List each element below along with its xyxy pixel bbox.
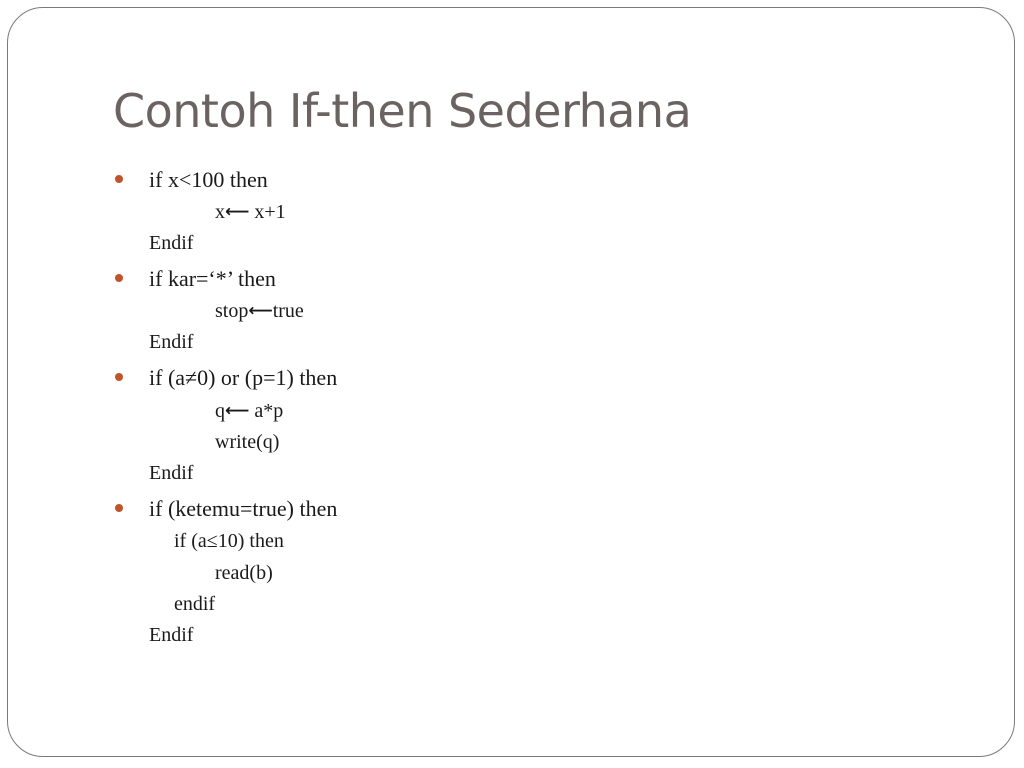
code-line: Endif — [149, 624, 194, 646]
code-line: endif — [174, 593, 216, 615]
code-line: write(q) — [215, 431, 280, 453]
bullet-icon — [115, 274, 123, 282]
code-text: true — [272, 300, 304, 322]
slide-title: Contoh If-then Sederhana — [113, 84, 692, 138]
code-line: Endif — [149, 232, 194, 254]
code-text: a*p — [249, 400, 284, 422]
code-line: if (ketemu=true) then — [149, 496, 338, 521]
code-line: if kar=‘*’ then — [149, 266, 276, 291]
code-line — [215, 202, 286, 222]
bullet-icon — [115, 175, 123, 183]
code-text: x+1 — [249, 201, 286, 223]
arrow-left-icon: ⟵ — [248, 301, 273, 321]
code-line: read(b) — [215, 562, 273, 584]
bullet-icon — [115, 373, 123, 381]
code-line — [215, 301, 304, 321]
code-line: Endif — [149, 331, 194, 353]
code-line — [215, 401, 283, 421]
code-line: if (a≤10) then — [174, 530, 284, 552]
arrow-left-icon: ⟵ — [225, 202, 250, 222]
arrow-left-icon: ⟵ — [225, 401, 250, 421]
code-line: if x<100 then — [149, 167, 268, 192]
code-line: if (a≠0) or (p=1) then — [149, 365, 338, 390]
code-text: stop — [215, 300, 249, 322]
bullet-icon — [115, 504, 123, 512]
code-text: q — [215, 400, 225, 422]
code-line: Endif — [149, 462, 194, 484]
code-text: x — [215, 201, 225, 223]
